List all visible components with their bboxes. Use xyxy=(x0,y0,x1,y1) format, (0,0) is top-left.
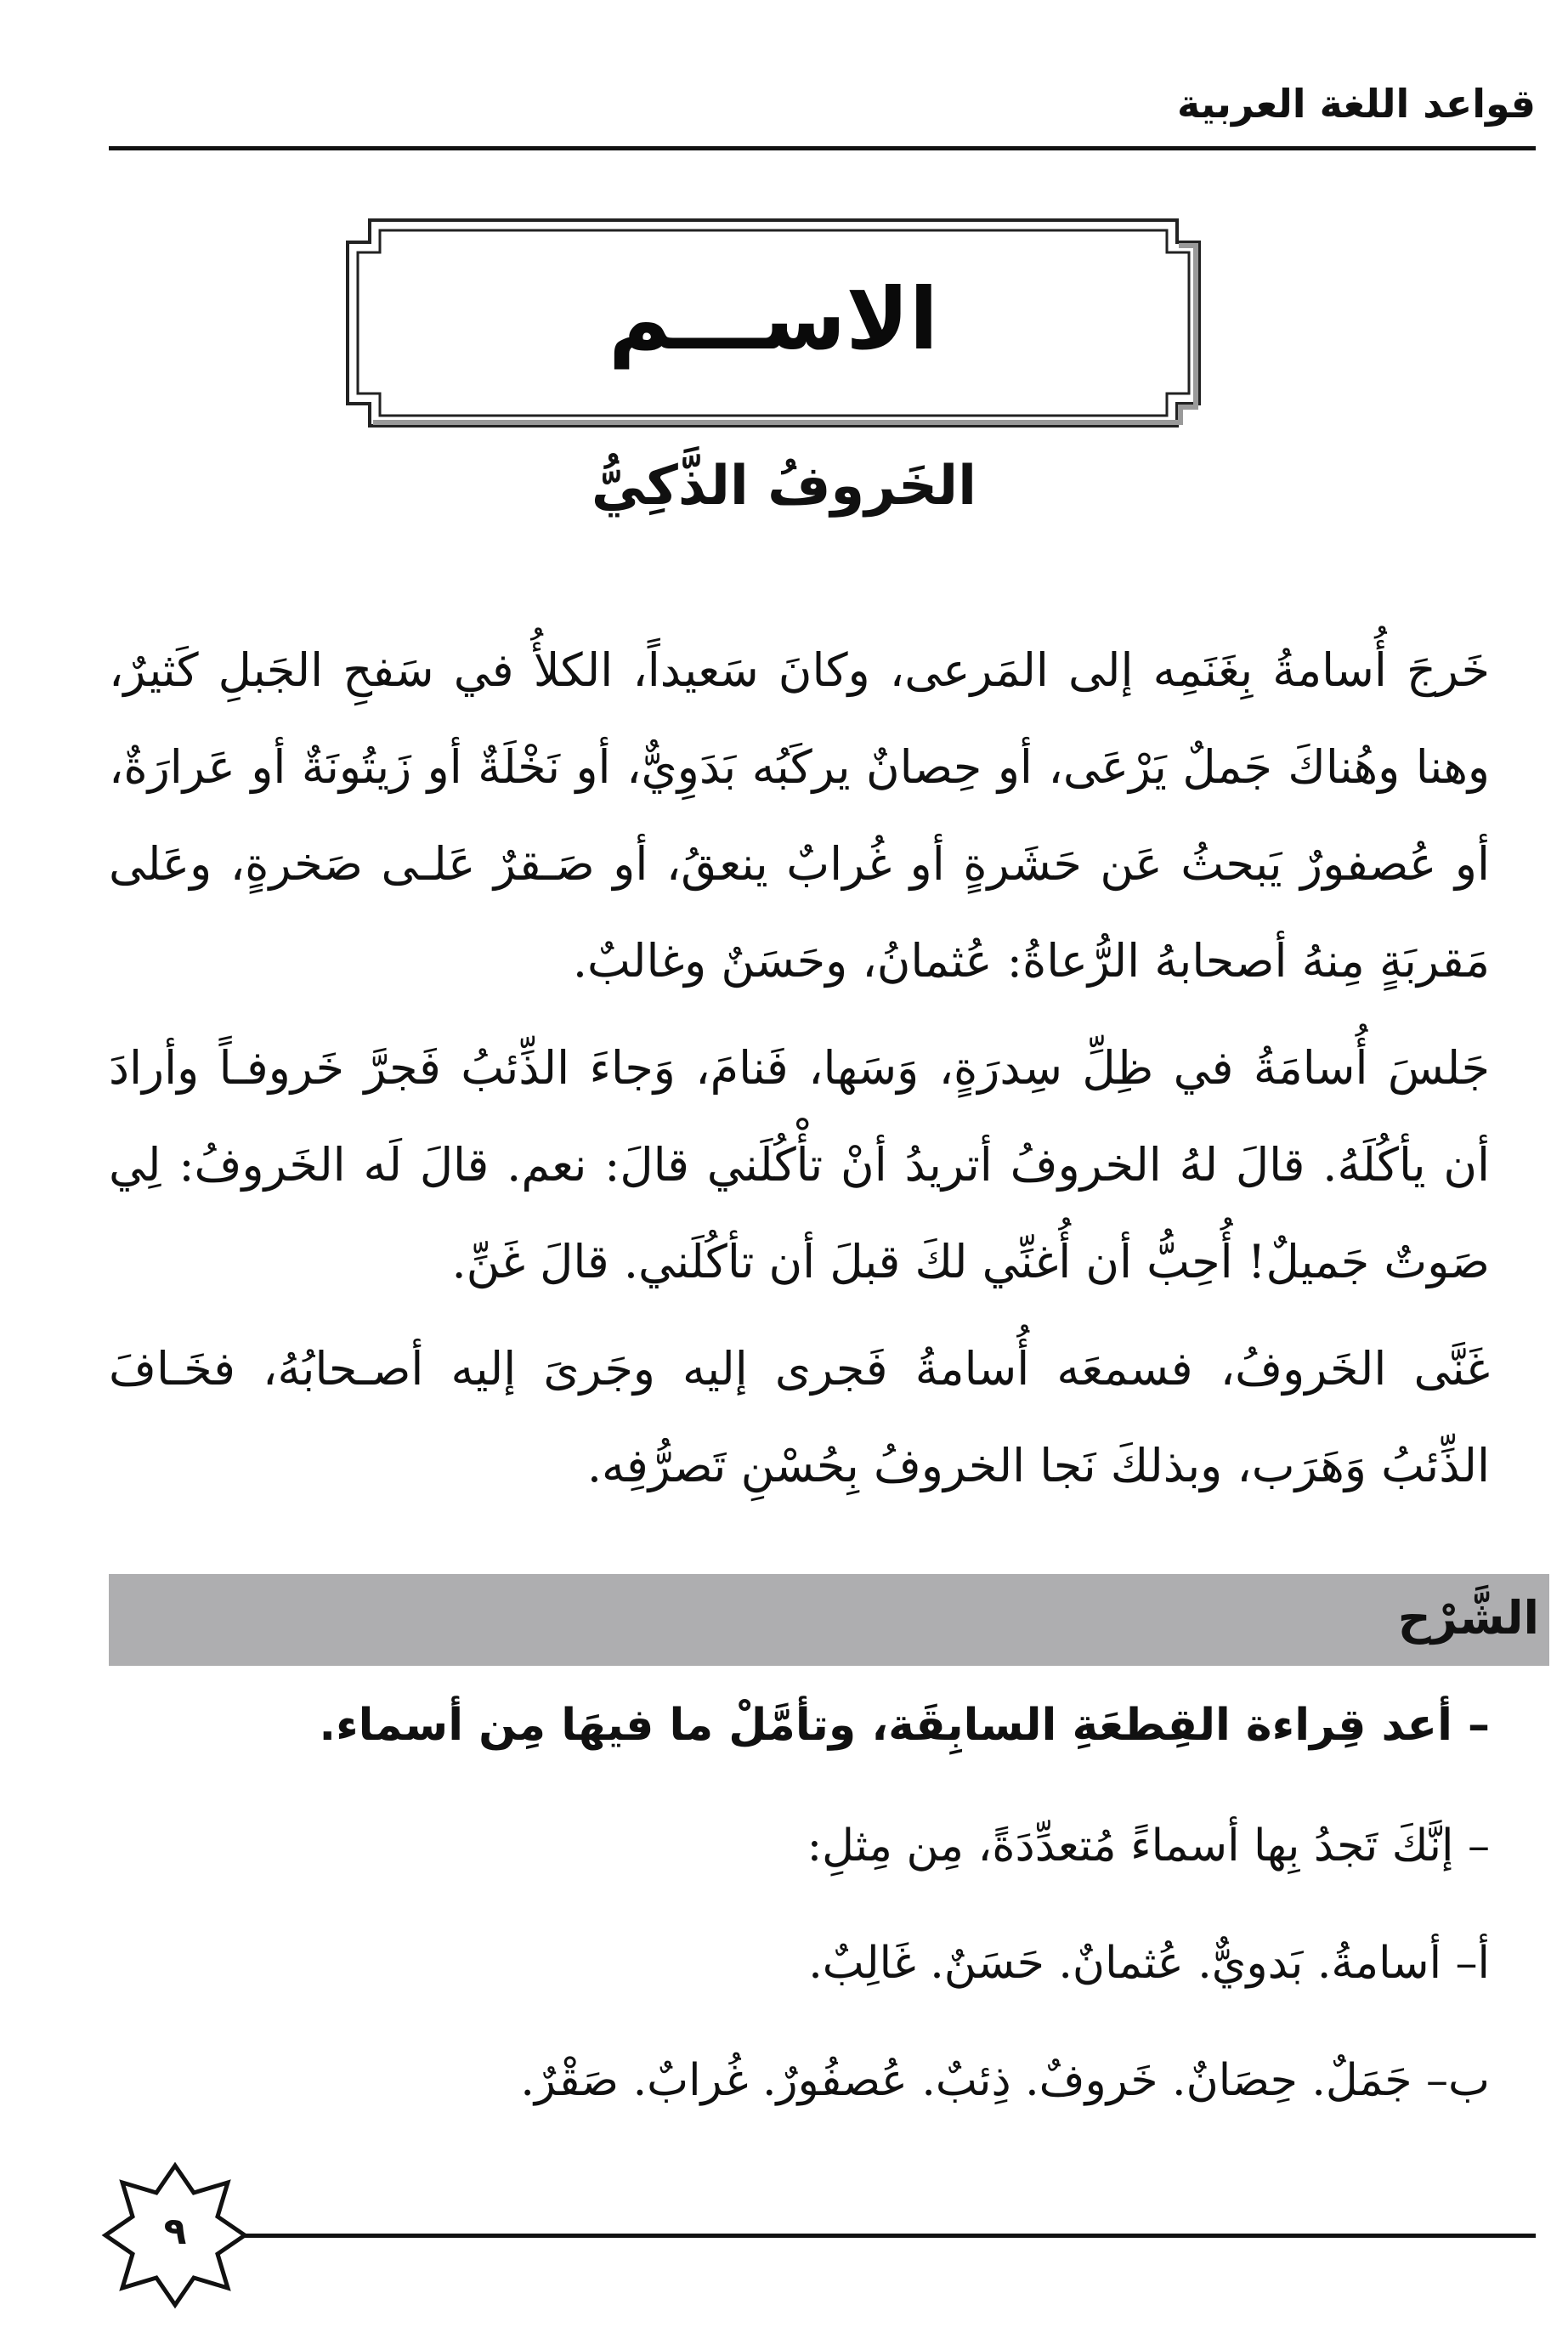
title-frame xyxy=(344,217,1203,429)
list-item-a: أ– أسامةُ. بَدويٌّ. عُثمانٌ. حَسَنٌ. غَالِبٌ. xyxy=(808,1938,1490,1989)
story-text xyxy=(109,622,1490,1525)
page-number: ٩ xyxy=(163,2210,187,2253)
section-label: الشَّرْح xyxy=(1397,1591,1539,1645)
page-number-badge xyxy=(100,2160,250,2310)
lesson-title: الاســـم xyxy=(608,269,939,369)
footer-divider xyxy=(221,2234,1536,2238)
instruction-line: – أعد قِراءة القِطعَةِ السابِقَة، وتأمَّلْ ما فيهَا مِن أسماء. xyxy=(319,1700,1490,1751)
story-paragraph: غَنَّى الخَروفُ، فسمعَه أُسامةُ فَجرى إليه وجَرىَ إليه أصـحابُهُ، فخَـافَ الذِّئبُ وَهَرَب، وبذلكَ نَجا الخروفُ بِحُسْنِ تَصرُّفِه. xyxy=(109,1342,1490,1492)
running-header: قواعد اللغة العربية xyxy=(1177,81,1536,127)
section-header-bar xyxy=(109,1574,1549,1666)
header-divider xyxy=(109,146,1536,150)
story-paragraph: خَرجَ أُسامةُ بِغَنَمِه إلى المَرعى، وكانَ سَعيداً، الكلأُ في سَفحِ الجَبلِ كَثيرٌ، وهنا وهُناكَ جَملٌ يَرْعَى، أو حِصانٌ يركَبُه بَدَوِيٌّ، أو نَخْلَةٌ أو زَيتُونَةٌ أو عَرارَةٌ، أو عُصفورٌ يَبحثُ عَن حَشَرةٍ أو غُرابٌ ينعقُ، أو صَـقرٌ عَلـى صَخرةٍ، وعَلى مَقربَةٍ مِنهُ أصحابهُ الرُّعاةُ: عُثمانُ، وحَسَنٌ وغالبٌ. xyxy=(109,643,1490,988)
story-title: الخَروفُ الذَّكِيُّ xyxy=(591,455,977,518)
story-paragraph: جَلسَ أُسامَةُ في ظِلِّ سِدرَةٍ، وَسَها، فَنامَ، وَجاءَ الذِّئبُ فَجرَّ خَروفـاً وأرادَ أن يأكُلَهُ. قالَ لهُ الخروفُ أتريدُ أنْ تأْكُلَني قالَ: نعم. قالَ لَه الخَروفُ: لِي صَوتٌ جَميلٌ! أُحِبُّ أن أُغنِّي لكَ قبلَ أن تأكُلَني. قالَ غَنِّ. xyxy=(109,1041,1490,1288)
note-line: – إنَّكَ تَجدُ بِها أسماءً مُتعدِّدَةً، مِن مِثلِ: xyxy=(807,1821,1490,1871)
list-item-b: ب– جَمَلٌ. حِصَانٌ. خَروفٌ. ذِئبٌ. عُصفُورٌ. غُرابٌ. صَقْرٌ. xyxy=(520,2055,1490,2106)
